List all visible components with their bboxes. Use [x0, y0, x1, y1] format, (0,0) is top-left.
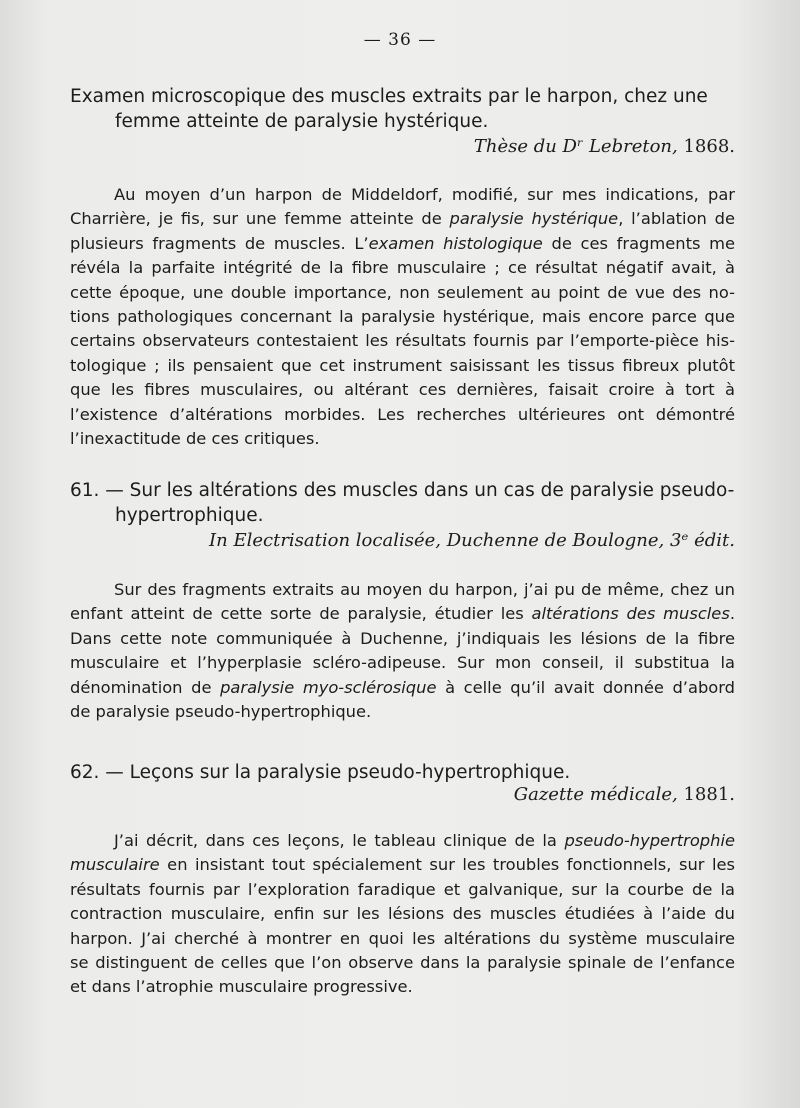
text-run: se distinguent de celles que l’on observe dans la paralysie spinale de l’enfance	[70, 953, 735, 973]
section-examen-title-line2: femme atteinte de paralysie hystérique.	[115, 111, 489, 132]
text-run: Dans cette note communiquée à Duchenne, j’indiquais les lésions de la fibre	[70, 628, 735, 648]
section-examen-source	[70, 134, 743, 159]
text-run: harpon. J’ai cherché à montrer en quoi les altérations du système musculaire	[70, 928, 735, 948]
text-run: en insistant tout spécialement sur les troubles fonctionnels, sur les	[159, 855, 735, 875]
text-run: résultats fournis par l’exploration faradique et galvanique, sur la courbe de la	[70, 879, 735, 899]
text-run: .	[729, 604, 735, 624]
paragraph-line	[70, 354, 735, 378]
text-run: enfant atteint de cette sorte de paralysie, étudier les	[70, 604, 532, 624]
paragraph-line	[70, 651, 735, 675]
paragraph-line	[70, 676, 735, 700]
text-run: révéla la parfaite intégrité de la fibre musculaire ; ce résultat négatif avait, à	[70, 258, 735, 278]
text-run: certains observateurs contestaient les résultats fournis par l’emporte-pièce his-	[70, 331, 735, 351]
paragraph-line	[70, 927, 735, 951]
page-number: — 36 —	[363, 30, 437, 50]
text-run: tions pathologiques concernant la paralysie hystérique, mais encore parce que	[70, 307, 735, 327]
paragraph-line	[70, 829, 735, 853]
text-run: à celle qu’il avait donnée d’abord	[436, 677, 735, 697]
text-run: Sur des fragments extraits au moyen du harpon, j’ai pu de même, chez un	[114, 580, 735, 599]
paragraph-line	[70, 853, 735, 877]
section-examen-paragraph	[70, 183, 735, 451]
section-62-title-line1: 62. — Leçons sur la paralysie pseudo-hypertrophique.	[70, 762, 571, 783]
section-examen-title-line1: Examen microscopique des muscles extraits par le harpon, chez une	[70, 86, 708, 107]
section-62-source-year: 1881.	[683, 784, 735, 805]
text-run: musculaire et l’hyperplasie scléro-adipeuse. Sur mon conseil, il substitua la	[70, 653, 735, 673]
text-run: de ces fragments me	[542, 233, 735, 253]
section-61-title-line1: 61. — Sur les altérations des muscles dans un cas de paralysie pseudo-	[70, 480, 735, 501]
paragraph-line	[70, 232, 735, 256]
paragraph-line	[70, 281, 735, 305]
section-61-source-text: In Electrisation localisée, Duchenne de Boulogne, 3ᵉ édit.	[209, 530, 735, 551]
paragraph-line	[70, 627, 735, 651]
text-run: cette époque, une double importance, non seulement au point de vue des no-	[70, 282, 735, 302]
paragraph-line	[70, 183, 735, 207]
italic-text: musculaire	[70, 855, 160, 875]
section-examen-source-text: Thèse du Dʳ Lebreton,	[473, 136, 678, 157]
paragraph-line	[70, 207, 735, 231]
text-run: que les fibres musculaires, ou altérant ces dernières, faisait croire à tort à	[70, 380, 735, 400]
paragraph-line	[70, 700, 735, 724]
section-61-title	[70, 478, 735, 528]
paragraph-line	[70, 602, 735, 626]
paragraph-line	[70, 578, 735, 602]
italic-text: pseudo-hypertrophie	[564, 831, 735, 850]
italic-text: paralysie hystérique	[449, 209, 619, 229]
text-run: contraction musculaire, enfin sur les lésions des muscles étudiées à l’aide du	[70, 904, 735, 924]
text-run: de paralysie pseudo-hypertrophique.	[70, 702, 372, 722]
italic-text: examen histologique	[368, 233, 543, 253]
text-run: Charrière, je fis, sur une femme atteinte de	[70, 209, 450, 229]
text-run: l’inexactitude de ces critiques.	[70, 429, 320, 449]
section-examen-source-year: 1868.	[683, 136, 735, 157]
section-61-source	[70, 528, 743, 553]
paragraph-line	[70, 378, 735, 402]
paragraph-line	[70, 951, 735, 975]
section-examen-title	[70, 84, 735, 134]
text-run: , l’ablation de	[618, 209, 735, 229]
text-run: Au moyen d’un harpon de Middeldorf, modifié, sur mes indications, par	[114, 185, 735, 204]
paragraph-line	[70, 902, 735, 926]
section-62-source-text: Gazette médicale,	[513, 784, 678, 805]
paragraph-line	[70, 975, 735, 999]
paragraph-line	[70, 878, 735, 902]
paragraph-line	[70, 256, 735, 280]
paragraph-line	[70, 329, 735, 353]
text-run: tologique ; ils pensaient que cet instrument saisissant les tissus fibreux plutôt	[70, 355, 735, 375]
section-62-source	[70, 782, 743, 807]
section-62-paragraph	[70, 829, 735, 1000]
paragraph-line	[70, 305, 735, 329]
section-61-paragraph	[70, 578, 735, 724]
text-run: et dans l’atrophie musculaire progressive.	[70, 977, 413, 997]
text-run: dénomination de	[70, 677, 221, 697]
section-61-title-line2: hypertrophique.	[115, 505, 264, 526]
text-run: J’ai décrit, dans ces leçons, le tableau clinique de la	[114, 831, 565, 850]
text-run: plusieurs fragments de muscles. L’	[70, 233, 369, 253]
italic-text: paralysie myo-sclérosique	[220, 677, 437, 697]
paragraph-line	[70, 403, 735, 427]
text-run: l’existence d’altérations morbides. Les recherches ultérieures ont démontré	[70, 404, 735, 424]
italic-text: altérations des muscles	[531, 604, 730, 624]
paragraph-line	[70, 427, 735, 451]
